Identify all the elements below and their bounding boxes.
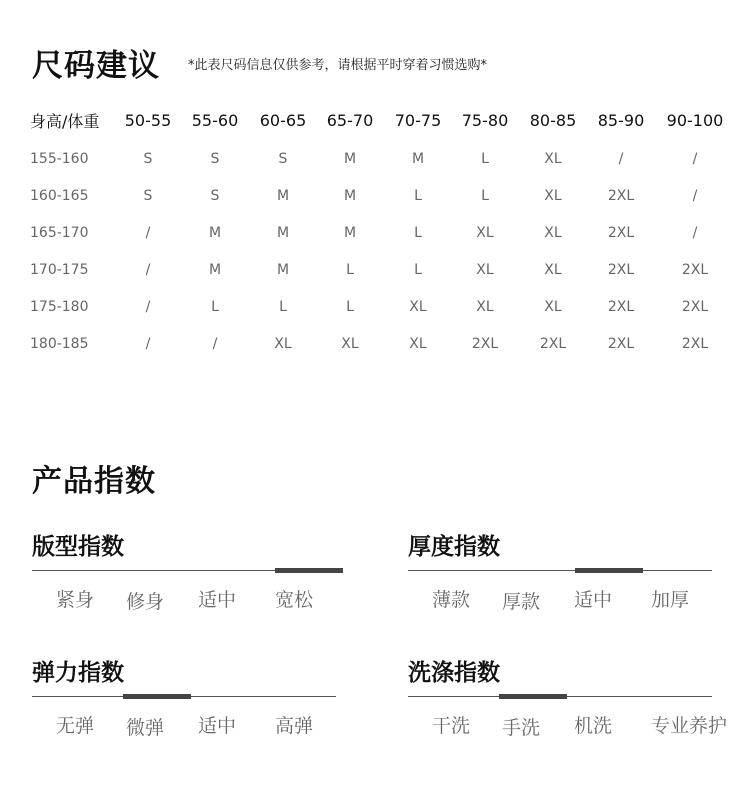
size-cell: L — [481, 187, 489, 204]
size-cell: / — [145, 298, 151, 315]
size-cell: S — [143, 187, 153, 204]
index-selected-marker — [275, 568, 343, 573]
size-table-row — [0, 140, 750, 177]
height-range-cell: 180-185 — [30, 335, 89, 352]
index-block-washing — [408, 654, 728, 754]
height-range-cell: 160-165 — [30, 187, 89, 204]
height-range-cell: 165-170 — [30, 224, 89, 241]
size-cell: XL — [544, 150, 562, 167]
index-option: 适中 — [574, 589, 613, 611]
size-cell: 2XL — [607, 335, 635, 352]
index-option: 紧身 — [56, 589, 95, 611]
size-cell: M — [208, 261, 222, 278]
size-cell: 2XL — [681, 261, 709, 278]
size-table-row — [0, 325, 750, 362]
index-option: 薄款 — [432, 589, 471, 611]
size-cell: / — [145, 335, 151, 352]
size-cell: 2XL — [539, 335, 567, 352]
size-cell: S — [278, 150, 288, 167]
index-block-elasticity — [32, 654, 337, 754]
size-cell: / — [618, 150, 624, 167]
index-selected-marker — [123, 694, 191, 699]
size-cell: 2XL — [607, 224, 635, 241]
index-title: 厚度指数 — [408, 534, 500, 560]
size-cell: 2XL — [607, 298, 635, 315]
size-cell: M — [208, 224, 222, 241]
size-cell: XL — [476, 261, 494, 278]
size-cell: M — [343, 150, 357, 167]
size-cell: 2XL — [681, 335, 709, 352]
size-cell: 2XL — [607, 187, 635, 204]
height-range-cell: 170-175 — [30, 261, 89, 278]
index-block-fit — [32, 528, 337, 628]
size-note: *此表尺码信息仅供参考，请根据平时穿着习惯选购* — [188, 58, 488, 73]
size-cell: M — [276, 261, 290, 278]
size-cell: XL — [341, 335, 359, 352]
size-cell: 2XL — [607, 261, 635, 278]
size-table-row — [0, 288, 750, 325]
index-option: 无弹 — [56, 715, 95, 737]
index-block-thickness — [408, 528, 713, 628]
size-cell: XL — [544, 224, 562, 241]
size-table — [0, 100, 750, 362]
header-weight-range: 65-70 — [326, 110, 374, 130]
size-cell: L — [346, 261, 354, 278]
header-weight-range: 80-85 — [529, 110, 577, 130]
size-cell: 2XL — [471, 335, 499, 352]
size-cell: M — [276, 224, 290, 241]
index-title: 洗涤指数 — [408, 660, 500, 686]
size-cell: S — [210, 187, 220, 204]
header-weight-range: 90-100 — [666, 110, 724, 130]
size-cell: XL — [476, 298, 494, 315]
size-cell: M — [343, 187, 357, 204]
index-option: 修身 — [126, 591, 165, 613]
size-table-row — [0, 177, 750, 214]
size-cell: / — [145, 261, 151, 278]
size-table-row — [0, 251, 750, 288]
size-title: 尺码建议 — [32, 48, 160, 84]
index-option: 机洗 — [574, 715, 613, 737]
size-cell: M — [343, 224, 357, 241]
index-option: 干洗 — [432, 715, 471, 737]
size-cell: M — [276, 187, 290, 204]
size-cell: 2XL — [681, 298, 709, 315]
header-weight-range: 70-75 — [394, 110, 442, 130]
product-index-title: 产品指数 — [32, 464, 156, 499]
index-track — [408, 570, 712, 571]
size-cell: L — [414, 224, 422, 241]
size-cell: XL — [544, 298, 562, 315]
index-selected-marker — [575, 568, 643, 573]
header-weight-range: 60-65 — [259, 110, 307, 130]
size-cell: L — [414, 187, 422, 204]
size-cell: L — [481, 150, 489, 167]
size-cell: L — [414, 261, 422, 278]
header-height-weight: 身高/体重 — [30, 111, 100, 131]
index-option: 加厚 — [651, 589, 690, 611]
height-range-cell: 155-160 — [30, 150, 89, 167]
height-range-cell: 175-180 — [30, 298, 89, 315]
size-table-row — [0, 214, 750, 251]
index-title: 弹力指数 — [32, 660, 124, 686]
index-option: 适中 — [198, 715, 237, 737]
index-selected-marker — [499, 694, 567, 699]
header-weight-range: 55-60 — [191, 110, 239, 130]
size-cell: L — [346, 298, 354, 315]
size-cell: / — [212, 335, 218, 352]
index-title: 版型指数 — [32, 534, 124, 560]
index-option: 手洗 — [502, 717, 541, 739]
size-cell: XL — [409, 298, 427, 315]
size-cell: / — [692, 150, 698, 167]
size-cell: / — [692, 224, 698, 241]
index-option: 专业养护 — [651, 715, 728, 737]
size-cell: / — [145, 224, 151, 241]
size-cell: S — [143, 150, 153, 167]
index-option: 厚款 — [502, 591, 541, 613]
index-option: 宽松 — [275, 589, 314, 611]
index-option: 高弹 — [275, 715, 314, 737]
size-cell: M — [411, 150, 425, 167]
size-cell: XL — [476, 224, 494, 241]
header-weight-range: 85-90 — [597, 110, 645, 130]
index-option: 微弹 — [126, 717, 165, 739]
header-weight-range: 50-55 — [124, 110, 172, 130]
size-table-header — [0, 100, 750, 140]
index-option: 适中 — [198, 589, 237, 611]
size-cell: / — [692, 187, 698, 204]
size-cell: XL — [409, 335, 427, 352]
size-cell: XL — [544, 261, 562, 278]
header-weight-range: 75-80 — [461, 110, 509, 130]
size-cell: XL — [544, 187, 562, 204]
size-cell: L — [279, 298, 287, 315]
size-cell: S — [210, 150, 220, 167]
size-cell: L — [211, 298, 219, 315]
size-cell: XL — [274, 335, 292, 352]
